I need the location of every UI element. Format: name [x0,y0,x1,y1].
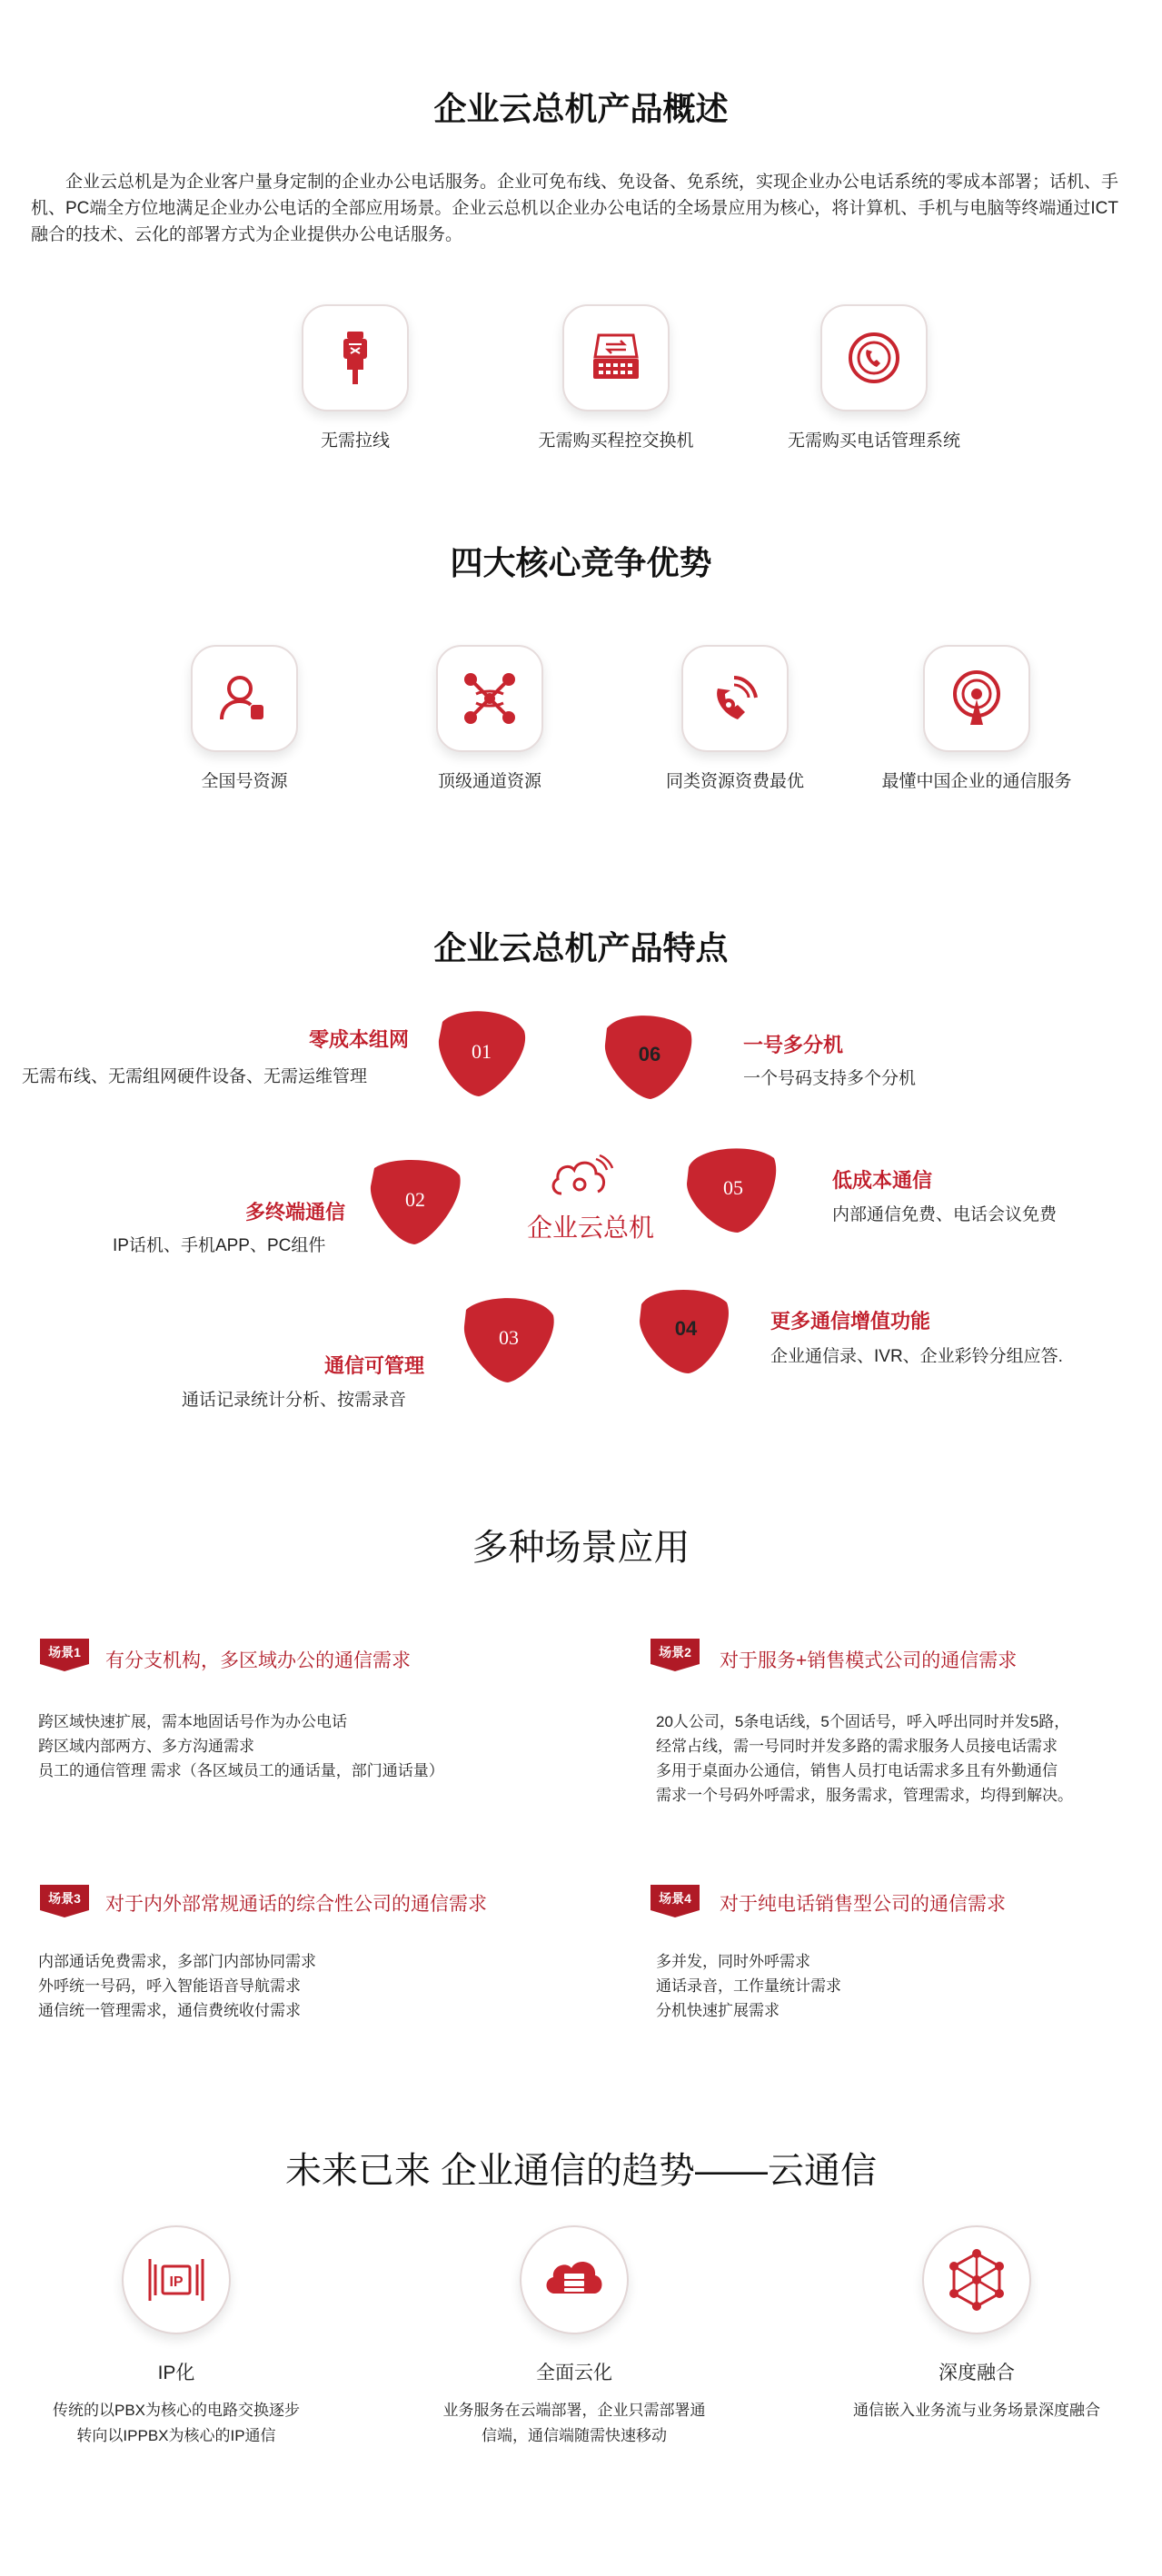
overview-title: 企业云总机产品概述 [433,90,729,127]
trend-title: 全面云化 [536,2363,612,2383]
petal-number: 01 [472,1039,492,1063]
feature-petal-02 [365,1152,465,1247]
svg-text:IP: IP [169,2274,184,2290]
trend-desc: 业务服务在云端部署，企业只需部署通 [442,2402,706,2419]
trend-desc: 信端，通信端随需快速移动 [482,2427,667,2444]
feature-desc: 内部通信免费、电话会议免费 [832,1205,1058,1224]
trend-title: 深度融合 [939,2363,1015,2383]
advantage-label: 顶级通道资源 [437,772,541,791]
feature-title: 多终端通信 [245,1201,346,1224]
scene-badge: 场景1 [40,1639,89,1671]
cloud-icon [545,1152,614,1203]
advantage-label: 最懂中国企业的通信服务 [881,772,1072,791]
user-icon [213,667,276,730]
trend-desc: 转向以IPPBX为核心的IP通信 [76,2427,276,2444]
feature-desc: IP话机、手机APP、PC组件 [113,1236,326,1255]
feature-desc: 通话记录统计分析、按需录音 [182,1391,407,1410]
phone-icon [842,326,906,390]
trend-title: IP化 [157,2363,195,2383]
scene-line: 通话录音，工作量统计需求 [656,1977,841,1995]
advantage-card-network [436,645,543,752]
trend-card-fusion [922,2225,1031,2334]
scene-badge: 场景3 [40,1885,89,1917]
advantage-label: 全国号资源 [201,772,288,791]
cable-icon [323,326,387,390]
scene-line: 员工的通信管理 需求（各区域员工的通话量，部门通话量） [38,1762,444,1779]
petal-number: 05 [723,1175,743,1199]
scene-line: 多用于桌面办公通信，销售人员打电话需求多且有外勤通信 [656,1762,1058,1779]
feature-petal-06 [600,1006,700,1102]
feature-petal-04 [636,1281,736,1376]
trends-title: 未来已来 企业通信的趋势——云通信 [284,2151,878,2191]
feature-petal-01 [432,1004,531,1099]
tower-icon [945,667,1008,730]
overview-intro: 企业云总机是为企业客户量身定制的企业办公电话服务。企业可免布线、免设备、免系统，实现企业办公电话系统的零成本部署；话机、手机、PC端全方位地满足企业办公电话的全部应用场景。企业云总机以企业办公电话的全场景应用为核心，将计算机、手机与电脑等终端通过ICT融合的技术、云化的部署方式为企业提供办公电话服务。 [31,173,1119,244]
feature-desc: 企业通信录、IVR、企业彩铃分组应答. [770,1347,1063,1366]
feature-petal-05 [683,1140,783,1235]
scene-line: 跨区域内部两方、多方沟通需求 [38,1738,254,1755]
feature-label: 无需购买电话管理系统 [787,431,960,451]
feature-title: 更多通信增值功能 [770,1310,931,1333]
petal-number: 06 [638,1042,661,1065]
scene-line: 多并发，同时外呼需求 [656,1953,810,1970]
scene-line: 通信统一管理需求，通信费统收付需求 [38,2002,301,2019]
scene-line: 需求一个号码外呼需求，服务需求，管理需求，均得到解决。 [656,1787,1073,1804]
scene-title: 对于纯电话销售型公司的通信需求 [720,1894,1006,1915]
scene-line: 内部通话免费需求，多部门内部协同需求 [38,1953,316,1970]
cloud-server-icon [541,2246,608,2313]
feature-title: 零成本组网 [309,1028,410,1051]
trend-desc: 通信嵌入业务流与业务场景深度融合 [853,2402,1100,2419]
petal-number: 02 [405,1187,425,1211]
feature-desc: 无需布线、无需组网硬件设备、无需运维管理 [22,1067,368,1086]
scene-title: 对于服务+销售模式公司的通信需求 [720,1650,1018,1671]
scene-title: 对于内外部常规通话的综合性公司的通信需求 [105,1894,487,1915]
product-features-title: 企业云总机产品特点 [433,929,729,966]
feature-title: 通信可管理 [324,1354,425,1377]
feature-title: 低成本通信 [832,1169,933,1192]
advantage-card-user [191,645,298,752]
scene-badge: 场景2 [651,1639,700,1671]
scene-line: 20人公司，5条电话线，5个固话号，呼入呼出同时并发5路， [656,1713,1070,1730]
advantage-label: 同类资源资费最优 [665,772,804,791]
petal-number: 04 [674,1316,698,1340]
ip-icon [143,2246,210,2313]
petal-number: 03 [499,1325,519,1349]
trend-desc: 传统的以PBX为核心的电路交换逐步 [52,2402,301,2419]
scenes-title: 多种场景应用 [472,1528,690,1568]
feature-petal-03 [459,1290,559,1385]
trend-card-ip [122,2225,231,2334]
scene-line: 分机快速扩展需求 [656,2002,780,2019]
trend-card-cloud [520,2225,629,2334]
scene-line: 外呼统一号码，呼入智能语音导航需求 [38,1977,301,1995]
feature-desc: 一个号码支持多个分机 [743,1069,917,1088]
scene-line: 跨区域快速扩展，需本地固话号作为办公电话 [38,1713,347,1730]
phone-gear-icon [703,667,767,730]
feature-card-cable [302,304,409,411]
scene-badge: 场景4 [651,1885,700,1917]
center-label: 企业云总机 [526,1214,654,1242]
feature-card-phone [820,304,928,411]
advantage-card-tower [923,645,1030,752]
scene-title: 有分支机构，多区域办公的通信需求 [105,1650,411,1671]
feature-title: 一号多分机 [743,1034,844,1056]
network-icon [458,667,521,730]
cube-network-icon [943,2246,1010,2313]
advantage-card-phone-gear [681,645,789,752]
feature-card-switch [562,304,670,411]
scene-line: 经常占线，需一号同时并发多路的需求服务人员接电话需求 [656,1738,1058,1755]
advantages-title: 四大核心竞争优势 [450,544,712,581]
feature-label: 无需购买程控交换机 [538,431,694,451]
feature-label: 无需拉线 [320,431,390,451]
switch-icon [584,326,648,390]
